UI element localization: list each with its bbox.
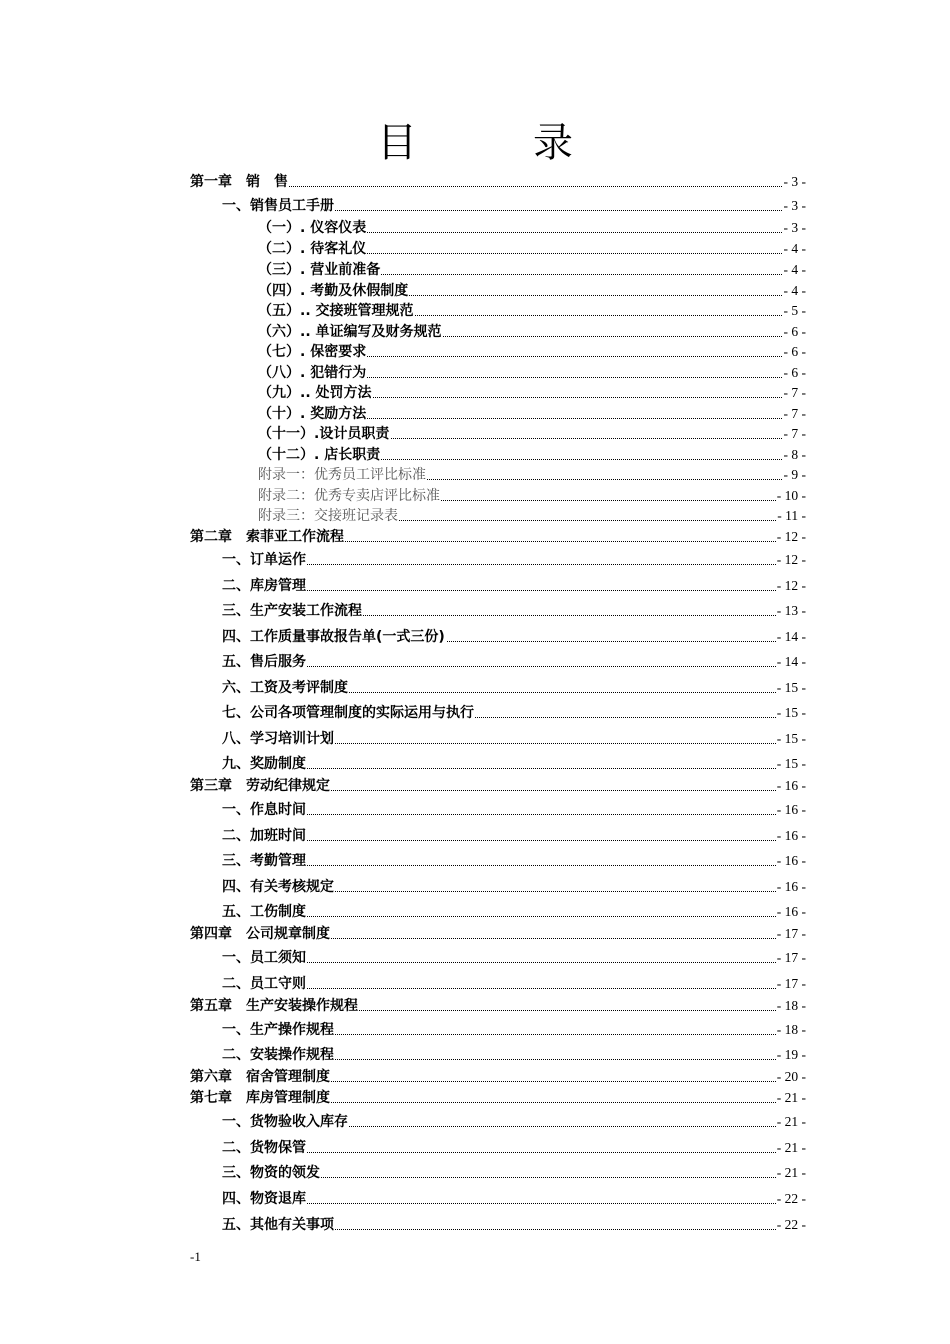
toc-entry-page: - 7 -	[783, 404, 807, 424]
toc-entry[interactable]	[0, 196, 950, 216]
toc-entry-label: 三、生产安装工作流程	[222, 603, 362, 619]
toc-entry-page: - 16 -	[776, 877, 806, 897]
toc-entry-label: （九）.. 处罚方法	[258, 385, 372, 401]
toc-entry-label: 九、奖励制度	[222, 756, 306, 772]
toc-entry-label: 一、订单运作	[222, 552, 306, 568]
toc-entry[interactable]	[0, 996, 950, 1016]
toc-entry-label: 一、生产操作规程	[222, 1022, 334, 1038]
toc-entry-label: 一、员工须知	[222, 950, 306, 966]
toc-dot-leader	[242, 988, 800, 989]
toc-entry-label: （三）. 营业前准备	[258, 262, 381, 278]
toc-entry-page: - 21 -	[776, 1163, 806, 1183]
toc-entry[interactable]	[0, 527, 950, 547]
toc-entry-label: （十二）. 店长职责	[258, 447, 381, 463]
toc-entry[interactable]	[0, 776, 950, 796]
toc-dot-leader	[242, 865, 800, 866]
toc-entry-page: - 5 -	[783, 301, 807, 321]
toc-entry-label: （一）. 仪容仪表	[258, 220, 367, 236]
toc-entry-page: - 16 -	[776, 826, 806, 846]
toc-entry-page: - 20 -	[776, 1067, 806, 1087]
toc-entry[interactable]	[0, 754, 950, 774]
toc-entry-page: - 15 -	[776, 729, 806, 749]
toc-entry[interactable]	[0, 800, 950, 820]
toc-entry[interactable]	[0, 342, 950, 362]
toc-entry-label: 第二章 索菲亚工作流程	[190, 529, 344, 545]
toc-entry-page: - 16 -	[776, 800, 806, 820]
toc-entry[interactable]	[0, 172, 950, 192]
toc-entry-page: - 7 -	[783, 383, 807, 403]
toc-entry[interactable]	[0, 404, 950, 424]
toc-entry-label: 一、作息时间	[222, 802, 306, 818]
toc-entry-page: - 4 -	[783, 239, 807, 259]
toc-entry[interactable]	[0, 729, 950, 749]
toc-entry[interactable]	[0, 877, 950, 897]
toc-dot-leader	[242, 1177, 800, 1178]
toc-dot-leader	[242, 916, 800, 917]
page-number: -1	[190, 1249, 201, 1264]
toc-entry[interactable]	[0, 576, 950, 596]
toc-entry-page: - 16 -	[776, 851, 806, 871]
toc-entry-label: 第一章 销 售	[190, 174, 288, 190]
toc-entry-page: - 14 -	[776, 627, 806, 647]
toc-entry-label: 七、公司各项管理制度的实际运用与执行	[222, 705, 474, 721]
toc-entry[interactable]	[0, 627, 950, 647]
toc-entry-label: 五、售后服务	[222, 654, 306, 670]
toc-entry-label: 六、工资及考评制度	[222, 680, 348, 696]
toc-entry-page: - 21 -	[776, 1112, 806, 1132]
toc-entry[interactable]	[0, 363, 950, 383]
toc-entry-label: 第五章 生产安装操作规程	[190, 998, 358, 1014]
toc-dot-leader	[242, 1203, 800, 1204]
toc-entry-label: 五、其他有关事项	[222, 1217, 334, 1233]
toc-entry[interactable]	[0, 424, 950, 444]
toc-entry-page: - 3 -	[783, 218, 807, 238]
toc-entry-page: - 16 -	[776, 776, 806, 796]
toc-entry[interactable]	[0, 1112, 950, 1132]
toc-entry-label: 四、工作质量事故报告单(一式三份)	[222, 629, 445, 645]
toc-entry-label: 二、库房管理	[222, 578, 306, 594]
toc-entry-label: 三、物资的领发	[222, 1165, 320, 1181]
toc-entry[interactable]	[0, 1215, 950, 1235]
toc-dot-leader	[242, 590, 800, 591]
toc-entry-label: 四、物资退库	[222, 1191, 306, 1207]
toc-entry[interactable]	[0, 322, 950, 342]
toc-entry-page: - 16 -	[776, 902, 806, 922]
toc-entry-page: - 19 -	[776, 1045, 806, 1065]
toc-entry-label: （四）. 考勤及休假制度	[258, 283, 409, 299]
toc-entry-label: 第四章 公司规章制度	[190, 926, 330, 942]
toc-entry[interactable]	[0, 678, 950, 698]
toc-entry-page: - 15 -	[776, 678, 806, 698]
toc-entry-page: - 22 -	[776, 1189, 806, 1209]
toc-entry-label: （十一）.设计员职责	[258, 426, 390, 442]
toc-entry[interactable]	[0, 260, 950, 280]
toc-entry-page: - 14 -	[776, 652, 806, 672]
toc-entry-page: - 22 -	[776, 1215, 806, 1235]
toc-entry-label: 五、工伤制度	[222, 904, 306, 920]
toc-entry[interactable]	[0, 1088, 950, 1108]
toc-entry-page: - 15 -	[776, 703, 806, 723]
toc-entry[interactable]	[0, 826, 950, 846]
toc-entry[interactable]	[0, 1020, 950, 1040]
toc-entry-label: 一、货物验收入库存	[222, 1114, 348, 1130]
toc-entry-page: - 11 -	[776, 506, 806, 526]
toc-entry[interactable]	[0, 218, 950, 238]
toc-entry[interactable]	[0, 851, 950, 871]
toc-entry[interactable]	[0, 301, 950, 321]
toc-entry-label: 二、安装操作规程	[222, 1047, 334, 1063]
toc-entry-page: - 21 -	[776, 1088, 806, 1108]
toc-entry-page: - 17 -	[776, 948, 806, 968]
toc-entry-page: - 6 -	[783, 342, 807, 362]
toc-entry-label: （十）. 奖励方法	[258, 406, 367, 422]
toc-entry[interactable]	[0, 486, 950, 506]
toc-entry-label: 附录一：优秀员工评比标准	[258, 467, 426, 483]
toc-entry[interactable]	[0, 281, 950, 301]
toc-entry-label: 四、有关考核规定	[222, 879, 334, 895]
toc-entry[interactable]	[0, 1163, 950, 1183]
toc-entry-page: - 12 -	[776, 576, 806, 596]
toc-dot-leader	[242, 1152, 800, 1153]
toc-entry[interactable]	[0, 902, 950, 922]
toc-entry[interactable]	[0, 601, 950, 621]
toc-entry-page: - 12 -	[776, 550, 806, 570]
toc-entry[interactable]	[0, 506, 950, 526]
toc-entry[interactable]	[0, 1189, 950, 1209]
toc-entry-label: 一、销售员工手册	[222, 198, 334, 214]
toc-dot-leader	[242, 564, 800, 565]
toc-entry[interactable]	[0, 239, 950, 259]
toc-entry-label: 八、学习培训计划	[222, 731, 334, 747]
toc-entry-page: - 10 -	[776, 486, 806, 506]
toc-entry[interactable]	[0, 1045, 950, 1065]
toc-dot-leader	[210, 186, 800, 187]
toc-entry-page: - 9 -	[783, 465, 807, 485]
toc-entry-page: - 17 -	[776, 924, 806, 944]
toc-entry-label: （六）.. 单证编写及财务规范	[258, 324, 442, 340]
toc-entry-label: 附录三：交接班记录表	[258, 508, 398, 524]
toc-entry-page: - 4 -	[783, 260, 807, 280]
toc-dot-leader	[242, 666, 800, 667]
toc-entry[interactable]	[0, 1138, 950, 1158]
toc-entry[interactable]	[0, 703, 950, 723]
toc-dot-leader	[242, 840, 800, 841]
toc-entry[interactable]	[0, 974, 950, 994]
toc-entry-label: 二、员工守则	[222, 976, 306, 992]
toc-entry[interactable]	[0, 383, 950, 403]
toc-entry-label: 附录二：优秀专卖店评比标准	[258, 488, 440, 504]
toc-dot-leader	[242, 814, 800, 815]
toc-entry-label: 第七章 库房管理制度	[190, 1090, 330, 1106]
toc-title: 目 录	[377, 120, 611, 166]
toc-entry[interactable]	[0, 652, 950, 672]
toc-dot-leader	[242, 768, 800, 769]
toc-entry[interactable]	[0, 1067, 950, 1087]
toc-entry-label: （七）. 保密要求	[258, 344, 367, 360]
toc-entry-label: 二、货物保管	[222, 1140, 306, 1156]
toc-entry-label: 二、加班时间	[222, 828, 306, 844]
toc-entry-label: 三、考勤管理	[222, 853, 306, 869]
toc-entry-label: （八）. 犯错行为	[258, 365, 367, 381]
toc-entry-page: - 18 -	[776, 1020, 806, 1040]
toc-entry-page: - 12 -	[776, 527, 806, 547]
toc-entry-page: - 17 -	[776, 974, 806, 994]
toc-entry-label: （二）. 待客礼仪	[258, 241, 367, 257]
toc-entry-page: - 8 -	[783, 445, 807, 465]
toc-entry-page: - 7 -	[783, 424, 807, 444]
toc-entry[interactable]	[0, 550, 950, 570]
toc-dot-leader	[242, 962, 800, 963]
toc-entry[interactable]	[0, 924, 950, 944]
toc-entry-page: - 3 -	[783, 196, 807, 216]
toc-entry-page: - 4 -	[783, 281, 807, 301]
toc-entry[interactable]	[0, 445, 950, 465]
toc-entry-page: - 6 -	[783, 322, 807, 342]
toc-entry-page: - 3 -	[783, 172, 807, 192]
toc-entry-page: - 21 -	[776, 1138, 806, 1158]
toc-entry-label: （五）.. 交接班管理规范	[258, 303, 414, 319]
toc-entry-label: 第三章 劳动纪律规定	[190, 778, 330, 794]
toc-entry-page: - 6 -	[783, 363, 807, 383]
toc-entry-page: - 13 -	[776, 601, 806, 621]
toc-entry-label: 第六章 宿舍管理制度	[190, 1069, 330, 1085]
toc-entry-page: - 18 -	[776, 996, 806, 1016]
toc-entry-page: - 15 -	[776, 754, 806, 774]
toc-entry[interactable]	[0, 465, 950, 485]
toc-entry[interactable]	[0, 948, 950, 968]
